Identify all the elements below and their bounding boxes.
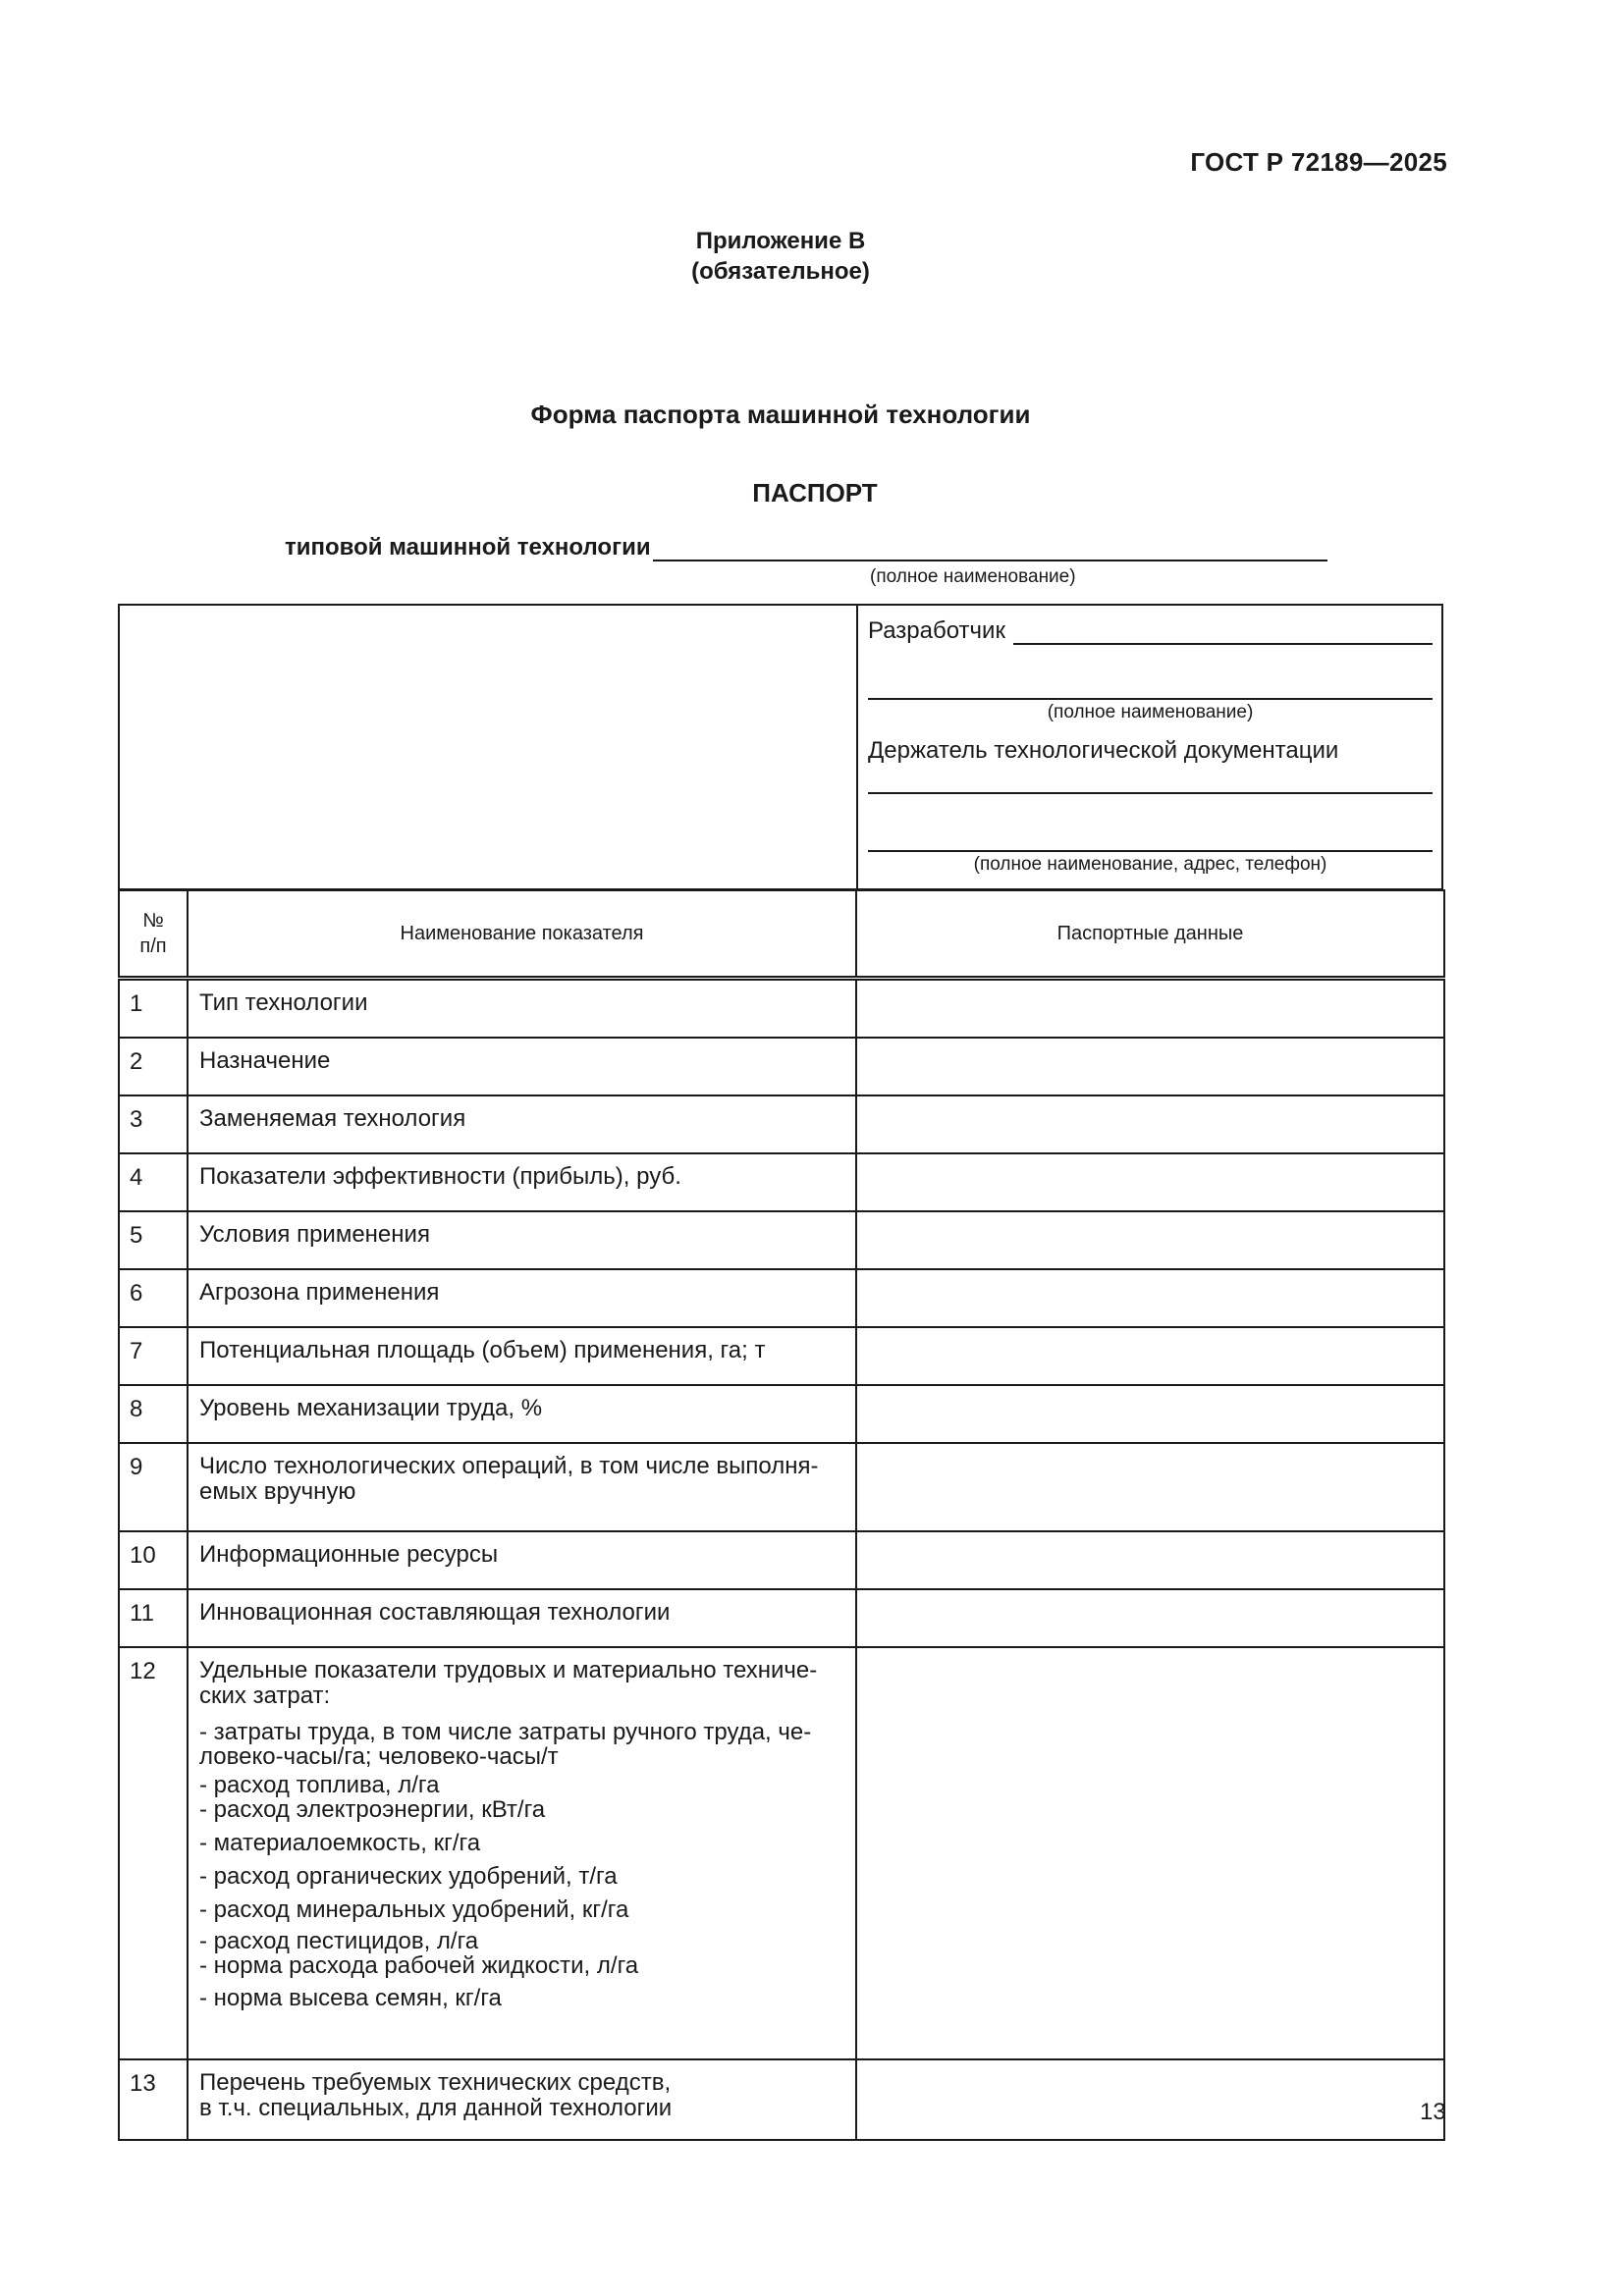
table-row bbox=[119, 1269, 1444, 1327]
developer-field-line-2[interactable] bbox=[868, 698, 1433, 700]
page-number: 13 bbox=[1420, 2099, 1446, 2125]
table-row bbox=[119, 1038, 1444, 1095]
row-name: Число технологических операций, в том числе выполня- емых вручную bbox=[188, 1443, 856, 1531]
holder-field-line-1[interactable] bbox=[868, 792, 1433, 794]
table-row bbox=[119, 979, 1444, 1039]
passport-table bbox=[118, 889, 1445, 2141]
table-row bbox=[119, 1327, 1444, 1385]
subtitle-hint: (полное наименование) bbox=[870, 566, 1076, 587]
row-name: Уровень механизации труда, % bbox=[188, 1385, 856, 1443]
row-number: 9 bbox=[119, 1443, 188, 1531]
header-number: № п/п bbox=[119, 890, 188, 979]
row-value-cell[interactable] bbox=[856, 1038, 1444, 1095]
list-item: - норма расхода рабочей жидкости, л/га bbox=[199, 1952, 639, 1979]
list-item: - расход органических удобрений, т/га bbox=[199, 1863, 618, 1890]
info-box-divider bbox=[856, 606, 858, 888]
row-name: Агрозона применения bbox=[188, 1269, 856, 1327]
table-header-row bbox=[119, 890, 1444, 979]
table-row bbox=[119, 1589, 1444, 1647]
row-number: 11 bbox=[119, 1589, 188, 1647]
info-box bbox=[118, 604, 1443, 890]
row-name: Потенциальная площадь (объем) применения, га; т bbox=[188, 1327, 856, 1385]
list-item: - расход электроэнергии, кВт/га bbox=[199, 1796, 546, 1823]
technology-name-field[interactable] bbox=[653, 532, 1327, 561]
table-row bbox=[119, 1153, 1444, 1211]
table-row bbox=[119, 1647, 1444, 2059]
row-name: Назначение bbox=[188, 1038, 856, 1095]
row-value-cell[interactable] bbox=[856, 979, 1444, 1039]
row-number: 7 bbox=[119, 1327, 188, 1385]
table-row bbox=[119, 1095, 1444, 1153]
row-value-cell[interactable] bbox=[856, 2059, 1444, 2140]
row-value-cell[interactable] bbox=[856, 1385, 1444, 1443]
passport-label: ПАСПОРТ bbox=[752, 478, 878, 507]
list-item: - расход минеральных удобрений, кг/га bbox=[199, 1896, 629, 1923]
row-number: 8 bbox=[119, 1385, 188, 1443]
row-value-cell[interactable] bbox=[856, 1211, 1444, 1269]
passport-subtitle bbox=[285, 532, 1327, 561]
list-item: - затраты труда, в том числе затраты ручного труда, че- bbox=[199, 1719, 812, 1745]
holder-hint: (полное наименование, адрес, телефон) bbox=[973, 854, 1327, 875]
row-value-cell[interactable] bbox=[856, 1531, 1444, 1589]
row-number: 6 bbox=[119, 1269, 188, 1327]
holder-label: Держатель технологической документации bbox=[868, 737, 1339, 764]
appendix-title: Приложение В bbox=[695, 228, 866, 254]
table-row bbox=[119, 1385, 1444, 1443]
row-name: Показатели эффективности (прибыль), руб. bbox=[188, 1153, 856, 1211]
row-number: 1 bbox=[119, 979, 188, 1039]
row-number: 3 bbox=[119, 1095, 188, 1153]
row-name: Инновационная составляющая технологии bbox=[188, 1589, 856, 1647]
row-name: Перечень требуемых технических средств, в т.ч. специальных, для данной технологии bbox=[188, 2059, 856, 2140]
developer-row bbox=[868, 617, 1433, 645]
document-code: ГОСТ Р 72189—2025 bbox=[1190, 147, 1447, 177]
holder-field-line-2[interactable] bbox=[868, 850, 1433, 852]
subtitle-text: типовой машинной технологии bbox=[285, 534, 651, 561]
list-item: ловеко-часы/га; человеко-часы/т bbox=[199, 1743, 559, 1770]
row-value-cell[interactable] bbox=[856, 1153, 1444, 1211]
row-value-cell[interactable] bbox=[856, 1269, 1444, 1327]
info-box-right bbox=[868, 606, 1433, 888]
table-row bbox=[119, 1211, 1444, 1269]
row-name: Тип технологии bbox=[188, 979, 856, 1039]
appendix-heading bbox=[0, 226, 1561, 287]
table-row bbox=[119, 1443, 1444, 1531]
list-item: - расход топлива, л/га bbox=[199, 1772, 440, 1798]
row-number: 4 bbox=[119, 1153, 188, 1211]
row-name: Удельные показатели трудовых и материально техниче- ских затрат: - затраты труда, в том числе затраты ручного труда, че- ловеко-часы/га; человеко-часы/т - расход топлива, л/га - расход электроэнергии, кВт/га - материалоемкость, кг/га - расход органических удобрений, т/га - расход минеральных удобрений, кг/га - расход пестицидов, л/га - норма расхода рабочей жидкости, л/га - норма высева семян, кг/га bbox=[188, 1647, 856, 2059]
developer-hint: (полное наименование) bbox=[1047, 702, 1254, 722]
row-value-cell[interactable] bbox=[856, 1095, 1444, 1153]
row-number: 10 bbox=[119, 1531, 188, 1589]
row-number: 2 bbox=[119, 1038, 188, 1095]
row-value-cell[interactable] bbox=[856, 1327, 1444, 1385]
header-passport-data: Паспортные данные bbox=[856, 890, 1444, 979]
table-row bbox=[119, 2059, 1444, 2140]
cost-items-list bbox=[199, 1720, 845, 2010]
row-number: 12 bbox=[119, 1647, 188, 2059]
row-value-cell[interactable] bbox=[856, 1443, 1444, 1531]
list-item: - материалоемкость, кг/га bbox=[199, 1830, 481, 1856]
row-number: 5 bbox=[119, 1211, 188, 1269]
form-title: Форма паспорта машинной технологии bbox=[530, 400, 1031, 429]
row-name: Информационные ресурсы bbox=[188, 1531, 856, 1589]
appendix-status: (обязательное) bbox=[691, 258, 870, 285]
header-indicator-name: Наименование показателя bbox=[188, 890, 856, 979]
developer-label: Разработчик bbox=[868, 617, 1005, 644]
row-name: Условия применения bbox=[188, 1211, 856, 1269]
row-name: Заменяемая технология bbox=[188, 1095, 856, 1153]
developer-field[interactable] bbox=[1013, 617, 1433, 645]
list-item: - норма высева семян, кг/га bbox=[199, 1985, 502, 2011]
row-value-cell[interactable] bbox=[856, 1589, 1444, 1647]
list-item: - расход пестицидов, л/га bbox=[199, 1928, 479, 1954]
row-value-cell[interactable] bbox=[856, 1647, 1444, 2059]
table-row bbox=[119, 1531, 1444, 1589]
row-number: 13 bbox=[119, 2059, 188, 2140]
